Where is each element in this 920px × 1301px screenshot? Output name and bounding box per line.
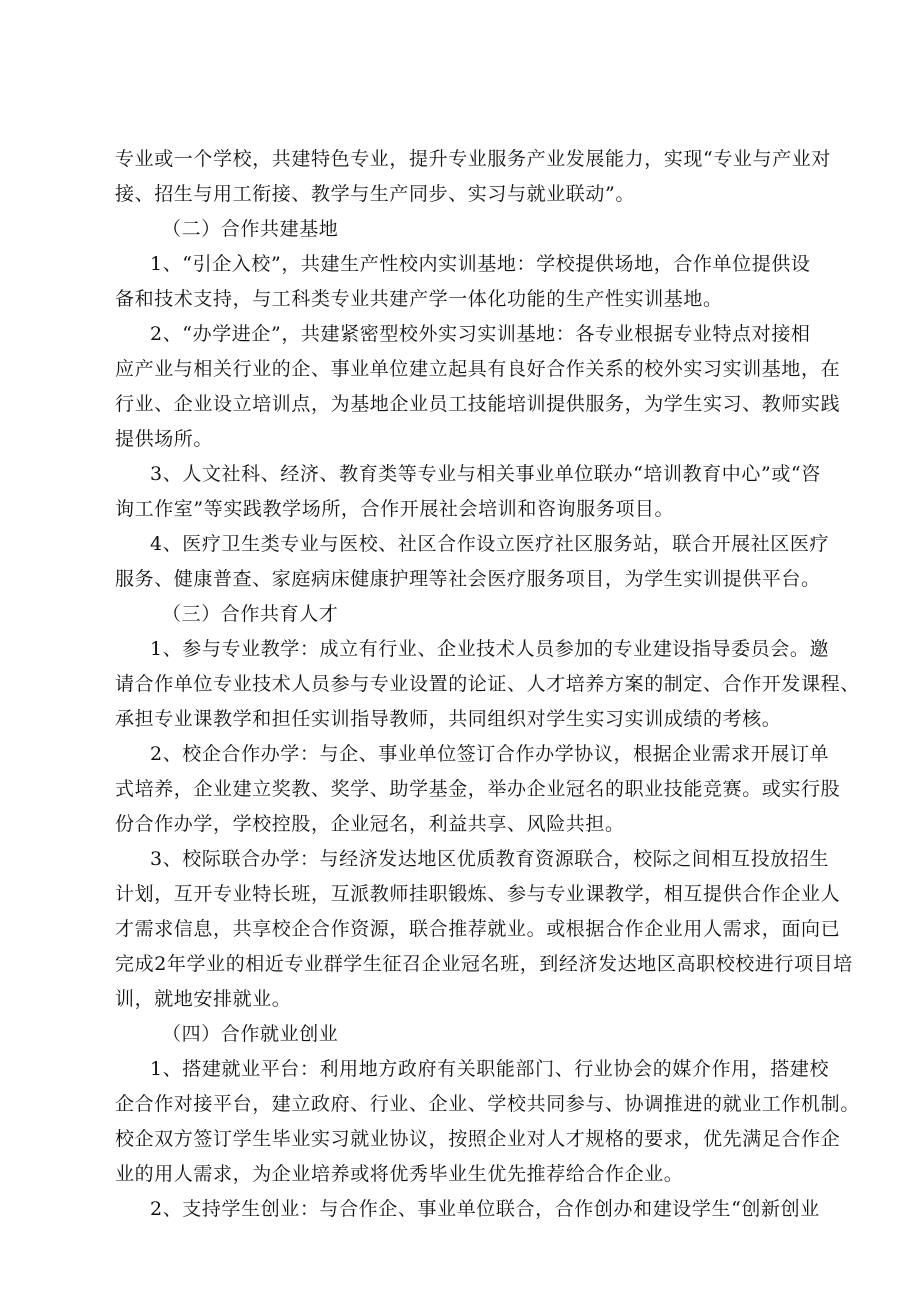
section-heading: （三）合作共育人才 <box>162 603 339 625</box>
body-line: 企合作对接平台，建立政府、行业、企业、学校共同参与、协调推进的就业工作机制。 <box>115 1093 860 1115</box>
body-line: 提供场所。 <box>115 428 214 450</box>
body-line: 接、招生与用工衔接、教学与生产同步、实习与就业联动”。 <box>115 183 635 205</box>
body-line: 份合作办学，学校控股，企业冠名，利益共享、风险共担。 <box>115 813 625 835</box>
body-line: 询工作室”等实践教学场所，合作开展社会培训和咨询服务项目。 <box>115 498 675 520</box>
body-line: 计划，互开专业特长班，互派教师挂职锻炼、参与专业课教学，相互提供合作企业人 <box>115 883 841 905</box>
body-line: 1、“引企入校”，共建生产性校内实训基地：学校提供场地，合作单位提供设 <box>150 253 811 275</box>
body-line: 4、医疗卫生类专业与医校、社区合作设立医疗社区服务站，联合开展社区医疗 <box>150 533 830 555</box>
body-line: 2、支持学生创业：与合作企、事业单位联合，合作创办和建设学生“创新创业 <box>150 1198 820 1220</box>
body-line: 才需求信息，共享校企合作资源，联合推荐就业。或根据合作企业用人需求，面向已 <box>115 918 841 940</box>
body-line: 业的用人需求，为企业培养或将优秀毕业生优先推荐给合作企业。 <box>115 1163 684 1185</box>
body-line: 式培养，企业建立奖教、奖学、助学基金，举办企业冠名的职业技能竞赛。或实行股 <box>115 778 841 800</box>
body-line: 3、人文社科、经济、教育类等专业与相关事业单位联办“培训教育中心”或“咨 <box>150 463 821 485</box>
body-line: 2、“办学进企”，共建紧密型校外实习实训基地：各专业根据专业特点对接相 <box>150 323 811 345</box>
body-line: 请合作单位专业技术人员参与专业设置的论证、人才培养方案的制定、合作开发课程、 <box>115 673 860 695</box>
body-line: 服务、健康普查、家庭病床健康护理等社会医疗服务项目，为学生实训提供平台。 <box>115 568 821 590</box>
body-line: 1、搭建就业平台：利用地方政府有关职能部门、行业协会的媒介作用，搭建校 <box>150 1058 830 1080</box>
body-line: 承担专业课教学和担任实训指导教师，共同组织对学生实习实训成绩的考核。 <box>115 708 782 730</box>
body-line: 完成2年学业的相近专业群学生征召企业冠名班，到经济发达地区高职校校进行项目培 <box>115 953 853 975</box>
body-line: 1、参与专业教学：成立有行业、企业技术人员参加的专业建设指导委员会。邀 <box>150 638 830 660</box>
body-line: 行业、企业设立培训点，为基地企业员工技能培训提供服务，为学生实习、教师实践 <box>115 393 841 415</box>
body-line: 训，就地安排就业。 <box>115 988 292 1010</box>
body-line: 校企双方签订学生毕业实习就业协议，按照企业对人才规格的要求，优先满足合作企 <box>115 1128 841 1150</box>
section-heading: （二）合作共建基地 <box>162 218 339 240</box>
body-line: 备和技术支持，与工科类专业共建产学一体化功能的生产性实训基地。 <box>115 288 723 310</box>
body-line: 专业或一个学校，共建特色专业，提升专业服务产业发展能力，实现“专业与产业对 <box>115 148 831 170</box>
body-line: 3、校际联合办学：与经济发达地区优质教育资源联合，校际之间相互投放招生 <box>150 848 830 870</box>
body-line: 应产业与相关行业的企、事业单位建立起具有良好合作关系的校外实习实训基地，在 <box>115 358 841 380</box>
body-line: 2、校企合作办学：与企、事业单位签订合作办学协议，根据企业需求开展订单 <box>150 743 830 765</box>
section-heading: （四）合作就业创业 <box>162 1023 339 1045</box>
